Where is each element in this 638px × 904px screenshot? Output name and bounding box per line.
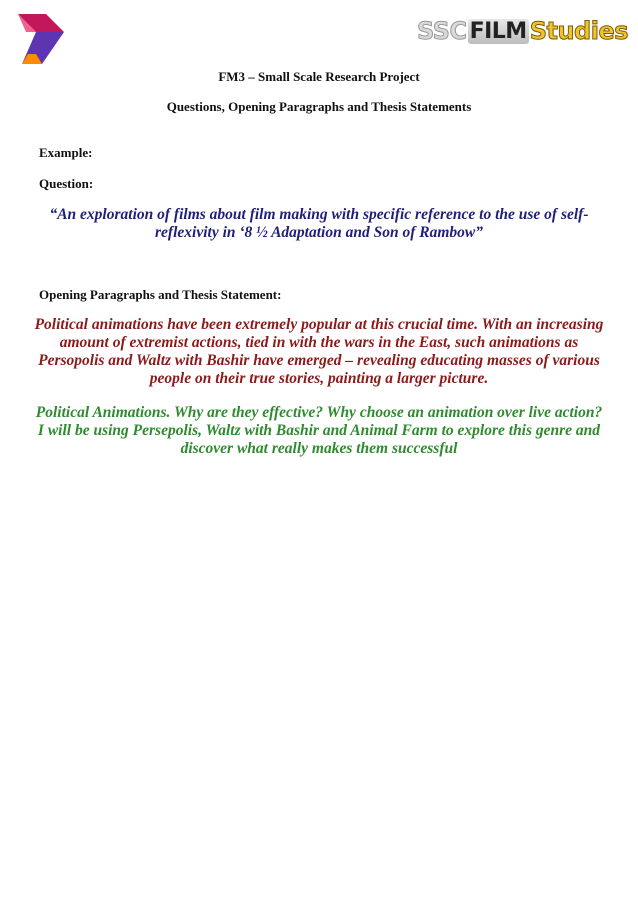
ssc-film-studies-logo bbox=[417, 14, 628, 48]
question-text: “An exploration of films about film making with specific reference to the use of self-reflexivity in ‘8 ½ Adaptation and Son of Rambow” bbox=[49, 206, 589, 241]
question-label: Question: bbox=[39, 176, 94, 191]
logo-ssc-text: SSC bbox=[416, 17, 467, 45]
opening-paragraph: Political animations have been extremely popular at this crucial time. With an increasing amount of extremist actions, tied in with the wars in the East, such animations as Persopolis and Waltz with Bashir have emerged – revealing educating masses of various people on their true stories, painting a larger picture. bbox=[34, 316, 604, 387]
ssc-logo-icon bbox=[12, 10, 68, 66]
opening-label: Opening Paragraphs and Thesis Statement: bbox=[39, 287, 282, 302]
logo-film-text: FILM bbox=[469, 18, 527, 44]
example-label: Example: bbox=[39, 145, 93, 160]
logo-studies-text: Studies bbox=[529, 17, 628, 45]
document-title: FM3 – Small Scale Research Project bbox=[218, 69, 420, 84]
document-subtitle: Questions, Opening Paragraphs and Thesis Statements bbox=[166, 99, 472, 114]
thesis-statement: Political Animations. Why are they effective? Why choose an animation over live action? I will be using Persepolis, Waltz with Bashir and Animal Farm to explore this genre and discover what really makes them successful bbox=[35, 404, 603, 457]
